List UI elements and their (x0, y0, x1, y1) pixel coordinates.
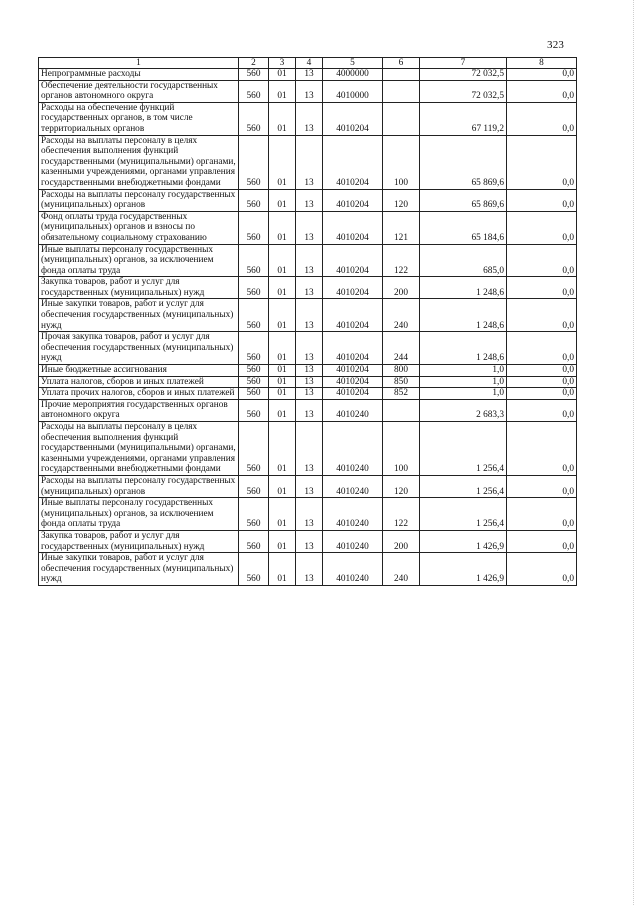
amount-cell: 1 248,6 (420, 332, 507, 365)
subsection-code-cell: 13 (296, 530, 323, 552)
target-article-cell: 4010204 (323, 211, 383, 244)
scan-edge-marks (629, 0, 634, 905)
ministry-code-cell: 560 (239, 422, 269, 476)
expense-type-cell: 240 (383, 553, 420, 586)
target-article-cell: 4010204 (323, 244, 383, 277)
table-row (39, 332, 577, 365)
section-code-cell: 01 (269, 102, 296, 135)
section-code-cell: 01 (269, 80, 296, 102)
expense-type-cell: 852 (383, 388, 420, 400)
amount-extra-cell: 0,0 (507, 399, 577, 421)
amount-cell: 2 683,3 (420, 399, 507, 421)
amount-cell: 67 119,2 (420, 102, 507, 135)
table-row (39, 365, 577, 377)
amount-extra-cell: 0,0 (507, 102, 577, 135)
section-code-cell: 01 (269, 422, 296, 476)
amount-cell: 72 032,5 (420, 80, 507, 102)
subsection-code-cell: 13 (296, 189, 323, 211)
item-name-cell: Иные выплаты персоналу государственных (муниципальных) органов, за исключением фонда оплаты труда (39, 244, 239, 277)
target-article-cell: 4010240 (323, 399, 383, 421)
amount-cell: 1,0 (420, 388, 507, 400)
table-row (39, 475, 577, 497)
section-code-cell: 01 (269, 332, 296, 365)
amount-cell: 1 248,6 (420, 277, 507, 299)
item-name-cell: Расходы на выплаты персоналу государственных (муниципальных) органов (39, 475, 239, 497)
section-code-cell: 01 (269, 299, 296, 332)
section-code-cell: 01 (269, 365, 296, 377)
amount-extra-cell: 0,0 (507, 80, 577, 102)
table-row (39, 80, 577, 102)
ministry-code-cell: 560 (239, 399, 269, 421)
target-article-cell: 4000000 (323, 69, 383, 81)
target-article-cell: 4010240 (323, 422, 383, 476)
table-row (39, 530, 577, 552)
item-name-cell: Расходы на выплаты персоналу государственных (муниципальных) органов (39, 189, 239, 211)
target-article-cell: 4010240 (323, 475, 383, 497)
budget-table (38, 57, 577, 586)
amount-extra-cell: 0,0 (507, 332, 577, 365)
expense-type-cell: 850 (383, 376, 420, 388)
header-cell: 8 (507, 58, 577, 69)
table-row (39, 422, 577, 476)
section-code-cell: 01 (269, 376, 296, 388)
item-name-cell: Расходы на выплаты персоналу в целях обеспечения выполнения функций государственными (муниципальными) органами, казенными учреждениями, органами управления государственными внебюджетными фондами (39, 422, 239, 476)
target-article-cell: 4010000 (323, 80, 383, 102)
target-article-cell: 4010204 (323, 376, 383, 388)
table-row (39, 553, 577, 586)
ministry-code-cell: 560 (239, 135, 269, 189)
amount-extra-cell: 0,0 (507, 376, 577, 388)
ministry-code-cell: 560 (239, 498, 269, 531)
subsection-code-cell: 13 (296, 365, 323, 377)
section-code-cell: 01 (269, 211, 296, 244)
amount-cell: 72 032,5 (420, 69, 507, 81)
table-row (39, 388, 577, 400)
expense-type-cell (383, 80, 420, 102)
table-row (39, 69, 577, 81)
expense-type-cell: 200 (383, 530, 420, 552)
item-name-cell: Уплата налогов, сборов и иных платежей (39, 376, 239, 388)
target-article-cell: 4010204 (323, 388, 383, 400)
section-code-cell: 01 (269, 553, 296, 586)
amount-extra-cell: 0,0 (507, 211, 577, 244)
item-name-cell: Прочие мероприятия государственных органов автономного округа (39, 399, 239, 421)
ministry-code-cell: 560 (239, 332, 269, 365)
expense-type-cell: 120 (383, 189, 420, 211)
subsection-code-cell: 13 (296, 498, 323, 531)
amount-cell: 1,0 (420, 365, 507, 377)
amount-cell: 1 426,9 (420, 553, 507, 586)
table-row (39, 211, 577, 244)
item-name-cell: Фонд оплаты труда государственных (муниципальных) органов и взносы по обязательному социальному страхованию (39, 211, 239, 244)
subsection-code-cell: 13 (296, 376, 323, 388)
item-name-cell: Расходы на обеспечение функций государственных органов, в том числе территориальных органов (39, 102, 239, 135)
subsection-code-cell: 13 (296, 135, 323, 189)
amount-cell: 65 869,6 (420, 189, 507, 211)
expense-type-cell: 122 (383, 498, 420, 531)
section-code-cell: 01 (269, 244, 296, 277)
ministry-code-cell: 560 (239, 530, 269, 552)
amount-extra-cell: 0,0 (507, 135, 577, 189)
subsection-code-cell: 13 (296, 244, 323, 277)
target-article-cell: 4010204 (323, 332, 383, 365)
section-code-cell: 01 (269, 277, 296, 299)
target-article-cell: 4010240 (323, 498, 383, 531)
target-article-cell: 4010204 (323, 365, 383, 377)
expense-type-cell: 244 (383, 332, 420, 365)
ministry-code-cell: 560 (239, 69, 269, 81)
item-name-cell: Уплата прочих налогов, сборов и иных платежей (39, 388, 239, 400)
expense-type-cell: 100 (383, 135, 420, 189)
subsection-code-cell: 13 (296, 102, 323, 135)
header-cell: 4 (296, 58, 323, 69)
header-cell: 5 (323, 58, 383, 69)
target-article-cell: 4010204 (323, 189, 383, 211)
subsection-code-cell: 13 (296, 80, 323, 102)
header-cell: 7 (420, 58, 507, 69)
section-code-cell: 01 (269, 189, 296, 211)
amount-extra-cell: 0,0 (507, 299, 577, 332)
header-cell: 3 (269, 58, 296, 69)
amount-extra-cell: 0,0 (507, 244, 577, 277)
item-name-cell: Иные бюджетные ассигнования (39, 365, 239, 377)
amount-cell: 1 256,4 (420, 422, 507, 476)
subsection-code-cell: 13 (296, 332, 323, 365)
item-name-cell: Обеспечение деятельности государственных органов автономного округа (39, 80, 239, 102)
section-code-cell: 01 (269, 135, 296, 189)
amount-cell: 685,0 (420, 244, 507, 277)
expense-type-cell: 240 (383, 299, 420, 332)
subsection-code-cell: 13 (296, 211, 323, 244)
amount-extra-cell: 0,0 (507, 69, 577, 81)
amount-extra-cell: 0,0 (507, 422, 577, 476)
item-name-cell: Расходы на выплаты персоналу в целях обеспечения выполнения функций государственными (муниципальными) органами, казенными учреждениями, органами управления государственными внебюджетными фондами (39, 135, 239, 189)
amount-cell: 1 256,4 (420, 498, 507, 531)
section-code-cell: 01 (269, 388, 296, 400)
item-name-cell: Иные закупки товаров, работ и услуг для обеспечения государственных (муниципальных) нужд (39, 553, 239, 586)
amount-extra-cell: 0,0 (507, 365, 577, 377)
amount-extra-cell: 0,0 (507, 530, 577, 552)
table-row (39, 277, 577, 299)
ministry-code-cell: 560 (239, 299, 269, 332)
ministry-code-cell: 560 (239, 475, 269, 497)
subsection-code-cell: 13 (296, 69, 323, 81)
target-article-cell: 4010240 (323, 530, 383, 552)
table-row (39, 244, 577, 277)
header-cell: 6 (383, 58, 420, 69)
target-article-cell: 4010204 (323, 135, 383, 189)
subsection-code-cell: 13 (296, 399, 323, 421)
item-name-cell: Прочая закупка товаров, работ и услуг для обеспечения государственных (муниципальных) нужд (39, 332, 239, 365)
page-number: 323 (547, 39, 565, 51)
amount-extra-cell: 0,0 (507, 388, 577, 400)
target-article-cell: 4010204 (323, 277, 383, 299)
expense-type-cell (383, 102, 420, 135)
target-article-cell: 4010204 (323, 299, 383, 332)
expense-type-cell: 800 (383, 365, 420, 377)
amount-cell: 1 426,9 (420, 530, 507, 552)
table-row (39, 299, 577, 332)
section-code-cell: 01 (269, 530, 296, 552)
expense-type-cell: 100 (383, 422, 420, 476)
amount-cell: 1,0 (420, 376, 507, 388)
ministry-code-cell: 560 (239, 189, 269, 211)
amount-extra-cell: 0,0 (507, 498, 577, 531)
table-body (39, 69, 577, 586)
section-code-cell: 01 (269, 399, 296, 421)
item-name-cell: Закупка товаров, работ и услуг для государственных (муниципальных) нужд (39, 277, 239, 299)
header-row (39, 58, 577, 69)
table-row (39, 399, 577, 421)
table-row (39, 376, 577, 388)
table-row (39, 102, 577, 135)
amount-cell: 1 248,6 (420, 299, 507, 332)
table-row (39, 498, 577, 531)
ministry-code-cell: 560 (239, 376, 269, 388)
expense-type-cell (383, 69, 420, 81)
subsection-code-cell: 13 (296, 277, 323, 299)
section-code-cell: 01 (269, 498, 296, 531)
subsection-code-cell: 13 (296, 388, 323, 400)
ministry-code-cell: 560 (239, 388, 269, 400)
table-row (39, 189, 577, 211)
ministry-code-cell: 560 (239, 553, 269, 586)
header-cell: 1 (39, 58, 239, 69)
subsection-code-cell: 13 (296, 299, 323, 332)
ministry-code-cell: 560 (239, 80, 269, 102)
expense-type-cell: 200 (383, 277, 420, 299)
item-name-cell: Иные закупки товаров, работ и услуг для обеспечения государственных (муниципальных) нужд (39, 299, 239, 332)
ministry-code-cell: 560 (239, 277, 269, 299)
amount-extra-cell: 0,0 (507, 189, 577, 211)
section-code-cell: 01 (269, 475, 296, 497)
amount-extra-cell: 0,0 (507, 277, 577, 299)
expense-type-cell: 120 (383, 475, 420, 497)
table-row (39, 135, 577, 189)
ministry-code-cell: 560 (239, 365, 269, 377)
target-article-cell: 4010204 (323, 102, 383, 135)
subsection-code-cell: 13 (296, 553, 323, 586)
section-code-cell: 01 (269, 69, 296, 81)
ministry-code-cell: 560 (239, 102, 269, 135)
expense-type-cell (383, 399, 420, 421)
subsection-code-cell: 13 (296, 422, 323, 476)
target-article-cell: 4010240 (323, 553, 383, 586)
expense-type-cell: 122 (383, 244, 420, 277)
amount-cell: 1 256,4 (420, 475, 507, 497)
amount-cell: 65 869,6 (420, 135, 507, 189)
amount-cell: 65 184,6 (420, 211, 507, 244)
subsection-code-cell: 13 (296, 475, 323, 497)
amount-extra-cell: 0,0 (507, 553, 577, 586)
item-name-cell: Иные выплаты персоналу государственных (муниципальных) органов, за исключением фонда оплаты труда (39, 498, 239, 531)
expense-type-cell: 121 (383, 211, 420, 244)
ministry-code-cell: 560 (239, 244, 269, 277)
ministry-code-cell: 560 (239, 211, 269, 244)
item-name-cell: Закупка товаров, работ и услуг для государственных (муниципальных) нужд (39, 530, 239, 552)
amount-extra-cell: 0,0 (507, 475, 577, 497)
item-name-cell: Непрограммные расходы (39, 69, 239, 81)
header-cell: 2 (239, 58, 269, 69)
